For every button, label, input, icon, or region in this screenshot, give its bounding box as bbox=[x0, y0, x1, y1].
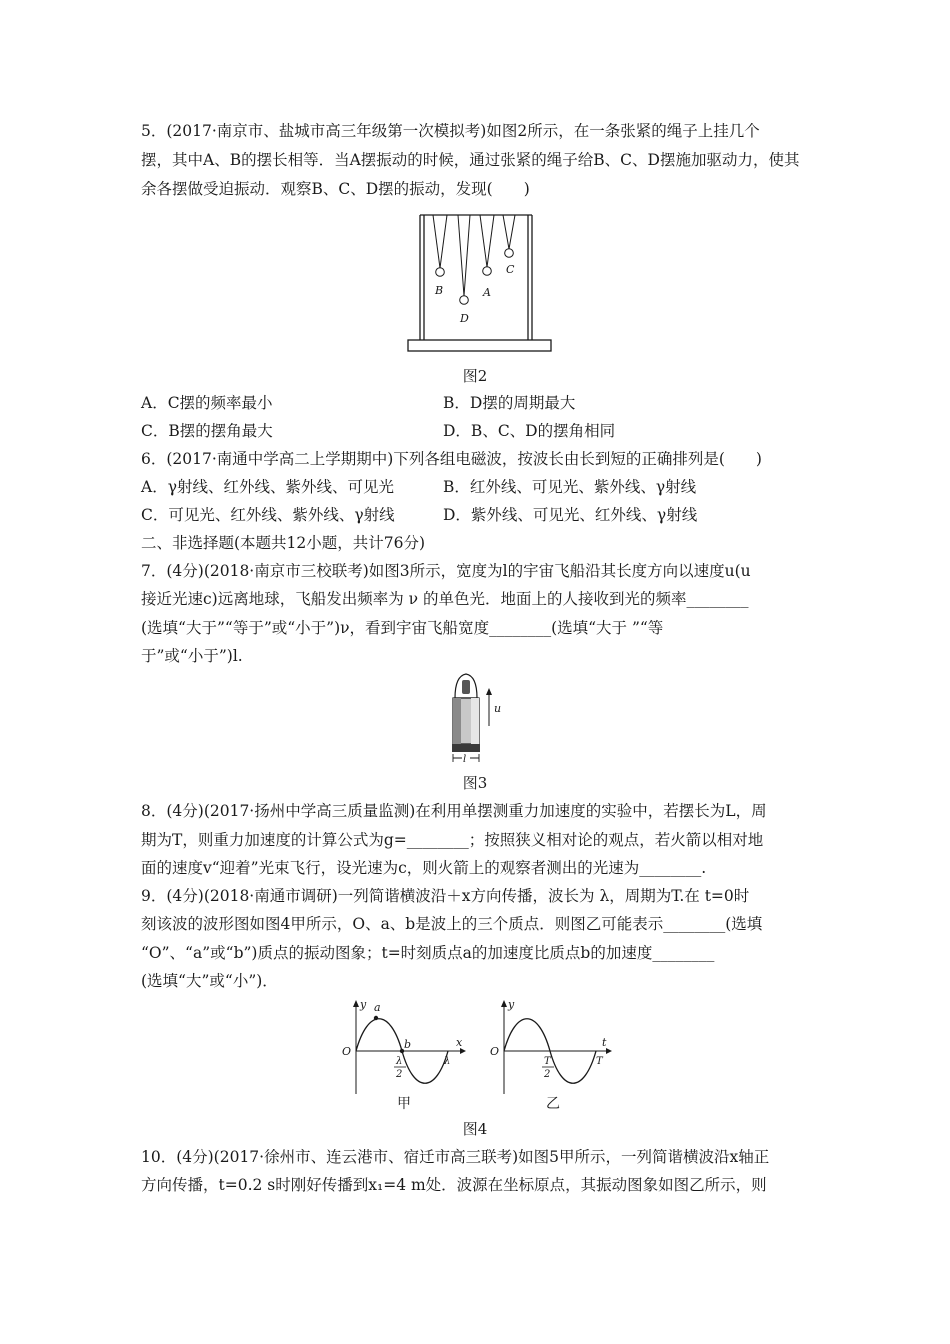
figure-4-left-caption: 甲 bbox=[397, 1096, 411, 1112]
q6-option-c: C．可见光、红外线、紫外线、γ射线 bbox=[141, 506, 395, 524]
fig4a-label-y: y bbox=[360, 998, 367, 1011]
q5-option-b: B．D摆的周期最大 bbox=[443, 394, 576, 412]
q9-line-4: (选填“大”或“小”)． bbox=[141, 972, 278, 990]
q7-line-4: 于”或“小于”)l. bbox=[141, 647, 243, 665]
fig4a-half-num: λ bbox=[396, 1056, 403, 1067]
q5-line-3: 余各摆做受迫振动．观察B、C、D摆的振动，发现( ) bbox=[141, 180, 530, 198]
fig4b-half-num: T bbox=[544, 1056, 551, 1067]
fig4b-label-y: y bbox=[508, 998, 515, 1011]
section-2-heading: 二、非选择题(本题共12小题，共计76分) bbox=[141, 534, 426, 552]
fig4a-label-x: x bbox=[456, 1036, 463, 1049]
q6-option-d: D．紫外线、可见光、红外线、γ射线 bbox=[443, 506, 698, 524]
figure-3-spaceship bbox=[445, 670, 515, 770]
q10-line-2: 方向传播，t=0.2 s时刚好传播到x₁=4 m处．波源在坐标原点，其振动图象如图乙所示，则 bbox=[141, 1176, 767, 1194]
fig4b-label-t: t bbox=[602, 1036, 607, 1049]
q8-line-1: 8．(4分)(2017·扬州中学高三质量监测)在利用单摆测重力加速度的实验中，若摆长为L，周 bbox=[141, 802, 767, 820]
fig4b-end-label: T bbox=[596, 1056, 603, 1067]
fig3-label-l: l bbox=[463, 754, 467, 765]
q6-line-1: 6．(2017·南通中学高二上学期期中)下列各组电磁波，按波长由长到短的正确排列是( ) bbox=[141, 450, 762, 468]
q7-line-2: 接近光速c)远离地球，飞船发出频率为 ν 的单色光．地面上的人接收到光的频率________ bbox=[141, 590, 749, 608]
fig4b-label-o: O bbox=[490, 1045, 500, 1058]
figure-4-caption: 图4 bbox=[462, 1120, 488, 1138]
q5-option-c: C．B摆的摆角最大 bbox=[141, 422, 273, 440]
figure-4-right-caption: 乙 bbox=[546, 1096, 560, 1112]
fig4a-half-den: 2 bbox=[396, 1069, 403, 1080]
q5-option-a: A．C摆的频率最小 bbox=[141, 394, 273, 412]
q6-option-a: A．γ射线、红外线、紫外线、可见光 bbox=[141, 478, 394, 496]
fig4a-label-o: O bbox=[342, 1045, 352, 1058]
q8-line-2: 期为T，则重力加速度的计算公式为g=________；按照狭义相对论的观点，若火箭以相对地 bbox=[141, 831, 764, 849]
fig4b-half-den: 2 bbox=[544, 1069, 551, 1080]
q7-line-1: 7．(4分)(2018·南京市三校联考)如图3所示，宽度为l的宇宙飞船沿其长度方向以速度u(u bbox=[141, 562, 751, 580]
q8-line-3: 面的速度v“迎着”光束飞行，设光速为c，则火箭上的观察者测出的光速为________. bbox=[141, 859, 707, 877]
fig2-label-b: B bbox=[435, 284, 444, 297]
q9-line-3: “O”、“a”或“b”)质点的振动图象；t=时刻质点a的加速度比质点b的加速度________ bbox=[141, 944, 715, 962]
figure-4-vibration-graph bbox=[488, 998, 618, 1103]
fig4a-label-a: a bbox=[374, 1001, 381, 1014]
figure-4-wave-graph bbox=[340, 998, 475, 1103]
q6-option-b: B．红外线、可见光、紫外线、γ射线 bbox=[443, 478, 697, 496]
q9-line-2: 刻该波的波形图如图4甲所示，O、a、b是波上的三个质点．则图乙可能表示________(选填 bbox=[141, 915, 763, 933]
fig3-label-u: u bbox=[494, 702, 502, 715]
fig4a-end-label: λ bbox=[444, 1056, 451, 1067]
figure-2-caption: 图2 bbox=[462, 367, 488, 385]
fig2-label-c: C bbox=[506, 263, 515, 276]
q5-option-d: D．B、C、D的摆角相同 bbox=[443, 422, 616, 440]
q7-line-3: (选填“大于”“等于”或“小于”)ν，看到宇宙飞船宽度________(选填“大于 ”“等 bbox=[141, 619, 664, 637]
q5-line-1: 5．(2017·南京市、盐城市高三年级第一次模拟考)如图2所示，在一条张紧的绳子上挂几个 bbox=[141, 122, 760, 140]
fig4a-label-b: b bbox=[404, 1038, 412, 1051]
q9-line-1: 9．(4分)(2018·南通市调研)一列简谐横波沿＋x方向传播，波长为 λ，周期为T.在 t=0时 bbox=[141, 887, 750, 905]
fig2-label-a: A bbox=[483, 286, 491, 299]
figure-3-caption: 图3 bbox=[462, 774, 488, 792]
figure-2-pendulums bbox=[405, 210, 555, 360]
q10-line-1: 10．(4分)(2017·徐州市、连云港市、宿迁市高三联考)如图5甲所示，一列简谐横波沿x轴正 bbox=[141, 1148, 770, 1166]
fig2-label-d: D bbox=[460, 312, 469, 325]
q5-line-2: 摆，其中A、B的摆长相等．当A摆振动的时候，通过张紧的绳子给B、C、D摆施加驱动力，使其 bbox=[141, 151, 800, 169]
